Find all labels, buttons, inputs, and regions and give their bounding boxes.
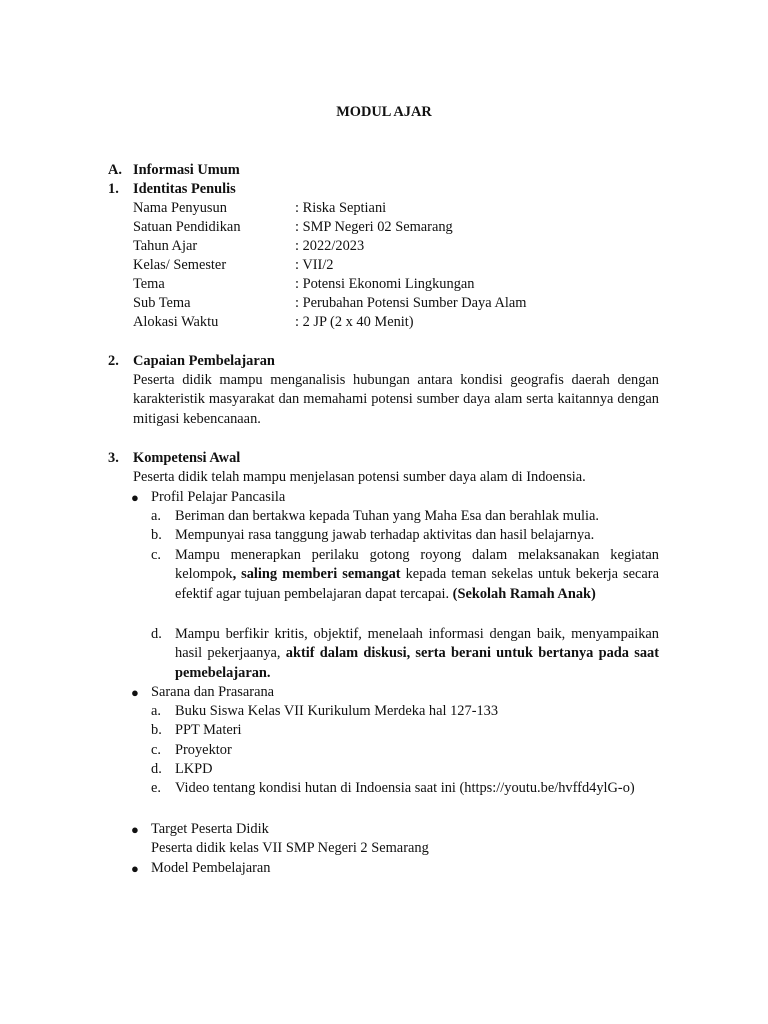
list-marker: c. bbox=[151, 547, 161, 563]
identity-label: Tahun Ajar bbox=[133, 238, 198, 254]
list-marker: d. bbox=[151, 626, 162, 642]
identity-value: : Perubahan Potensi Sumber Daya Alam bbox=[295, 295, 527, 311]
list-marker: e. bbox=[151, 780, 161, 796]
capaian-marker: 2. bbox=[108, 353, 119, 369]
identity-label: Sub Tema bbox=[133, 295, 191, 311]
identity-value: : SMP Negeri 02 Semarang bbox=[295, 219, 453, 235]
list-marker: a. bbox=[151, 508, 161, 524]
sarana-label: Sarana dan Prasarana bbox=[151, 684, 275, 700]
section-a-marker: A. bbox=[108, 162, 122, 178]
identity-value: : 2022/2023 bbox=[295, 238, 365, 254]
item-text-bold: , saling memberi semangat bbox=[232, 566, 401, 583]
identity-label: Nama Penyusun bbox=[133, 200, 227, 216]
identitas-marker: 1. bbox=[108, 181, 119, 197]
list-item-text bbox=[175, 546, 659, 604]
identity-label: Kelas/ Semester bbox=[133, 257, 227, 273]
item-text-part: Mampu menerapkan perilaku gotong royong dalam melaksanakan kegiatan kelompok bbox=[175, 547, 659, 583]
identity-label: Satuan Pendidikan bbox=[133, 219, 241, 235]
target-text: Peserta didik kelas VII SMP Negeri 2 Semarang bbox=[151, 840, 429, 856]
list-item-text: PPT Materi bbox=[175, 722, 242, 738]
list-marker: d. bbox=[151, 761, 162, 777]
kompetensi-heading: Kompetensi Awal bbox=[133, 450, 241, 466]
list-marker: b. bbox=[151, 527, 162, 543]
kompetensi-marker: 3. bbox=[108, 450, 119, 466]
identity-value: : VII/2 bbox=[295, 257, 334, 273]
item-text-bold: aktif dalam diskusi, serta berani untuk bertanya pada saat pemebelajaran. bbox=[175, 645, 660, 681]
target-label: Target Peserta Didik bbox=[151, 821, 269, 837]
list-marker: a. bbox=[151, 703, 161, 719]
identity-label: Tema bbox=[133, 276, 165, 292]
item-text-bold: (Sekolah Ramah Anak) bbox=[452, 585, 596, 602]
item-text-part: kepada teman sekelas untuk bekerja secara efektif agar tujuan pembelajaran dapat tercapai. bbox=[175, 566, 659, 602]
list-item-text: LKPD bbox=[175, 761, 213, 777]
profil-label: Profil Pelajar Pancasila bbox=[151, 489, 286, 505]
list-item-text: Beriman dan bertakwa kepada Tuhan yang Maha Esa dan berahlak mulia. bbox=[175, 508, 599, 524]
capaian-paragraph: Peserta didik mampu menganalisis hubungan antara kondisi geografis daerah dengan karakteristik masyarakat dan memahami potensi sumber daya alam serta kaitannya dengan mitigasi kebencanaan. bbox=[133, 372, 659, 427]
list-item-text: Buku Siswa Kelas VII Kurikulum Merdeka hal 127-133 bbox=[175, 703, 499, 719]
model-label: Model Pembelajaran bbox=[151, 860, 271, 876]
identity-value: : Riska Septiani bbox=[295, 200, 387, 216]
section-a-heading: Informasi Umum bbox=[133, 162, 240, 178]
bullet-icon: ● bbox=[131, 822, 139, 837]
kompetensi-intro: Peserta didik telah mampu menjelasan potensi sumber daya alam di Indoensia. bbox=[133, 469, 586, 485]
identitas-heading: Identitas Penulis bbox=[133, 181, 236, 197]
bullet-icon: ● bbox=[131, 490, 139, 505]
bullet-icon: ● bbox=[131, 685, 139, 700]
identity-label: Alokasi Waktu bbox=[133, 314, 219, 330]
list-item-text bbox=[175, 625, 659, 683]
item-text-part: Mampu berfikir kritis, objektif, menelaah informasi dengan baik, menyampaikan hasil pekerjaanya, bbox=[175, 626, 659, 662]
list-marker: c. bbox=[151, 742, 161, 758]
identity-value: : Potensi Ekonomi Lingkungan bbox=[295, 276, 475, 292]
list-item-text: Proyektor bbox=[175, 742, 232, 758]
capaian-heading: Capaian Pembelajaran bbox=[133, 353, 275, 369]
bullet-icon: ● bbox=[131, 861, 139, 876]
identity-value: : 2 JP (2 x 40 Menit) bbox=[295, 314, 414, 330]
list-item-text: Mempunyai rasa tanggung jawab terhadap aktivitas dan hasil belajarnya. bbox=[175, 527, 595, 543]
list-marker: b. bbox=[151, 722, 162, 738]
list-item-text: Video tentang kondisi hutan di Indoensia saat ini (https://youtu.be/hvffd4ylG-o) bbox=[175, 780, 635, 796]
document-title: MODUL AJAR bbox=[336, 104, 432, 120]
